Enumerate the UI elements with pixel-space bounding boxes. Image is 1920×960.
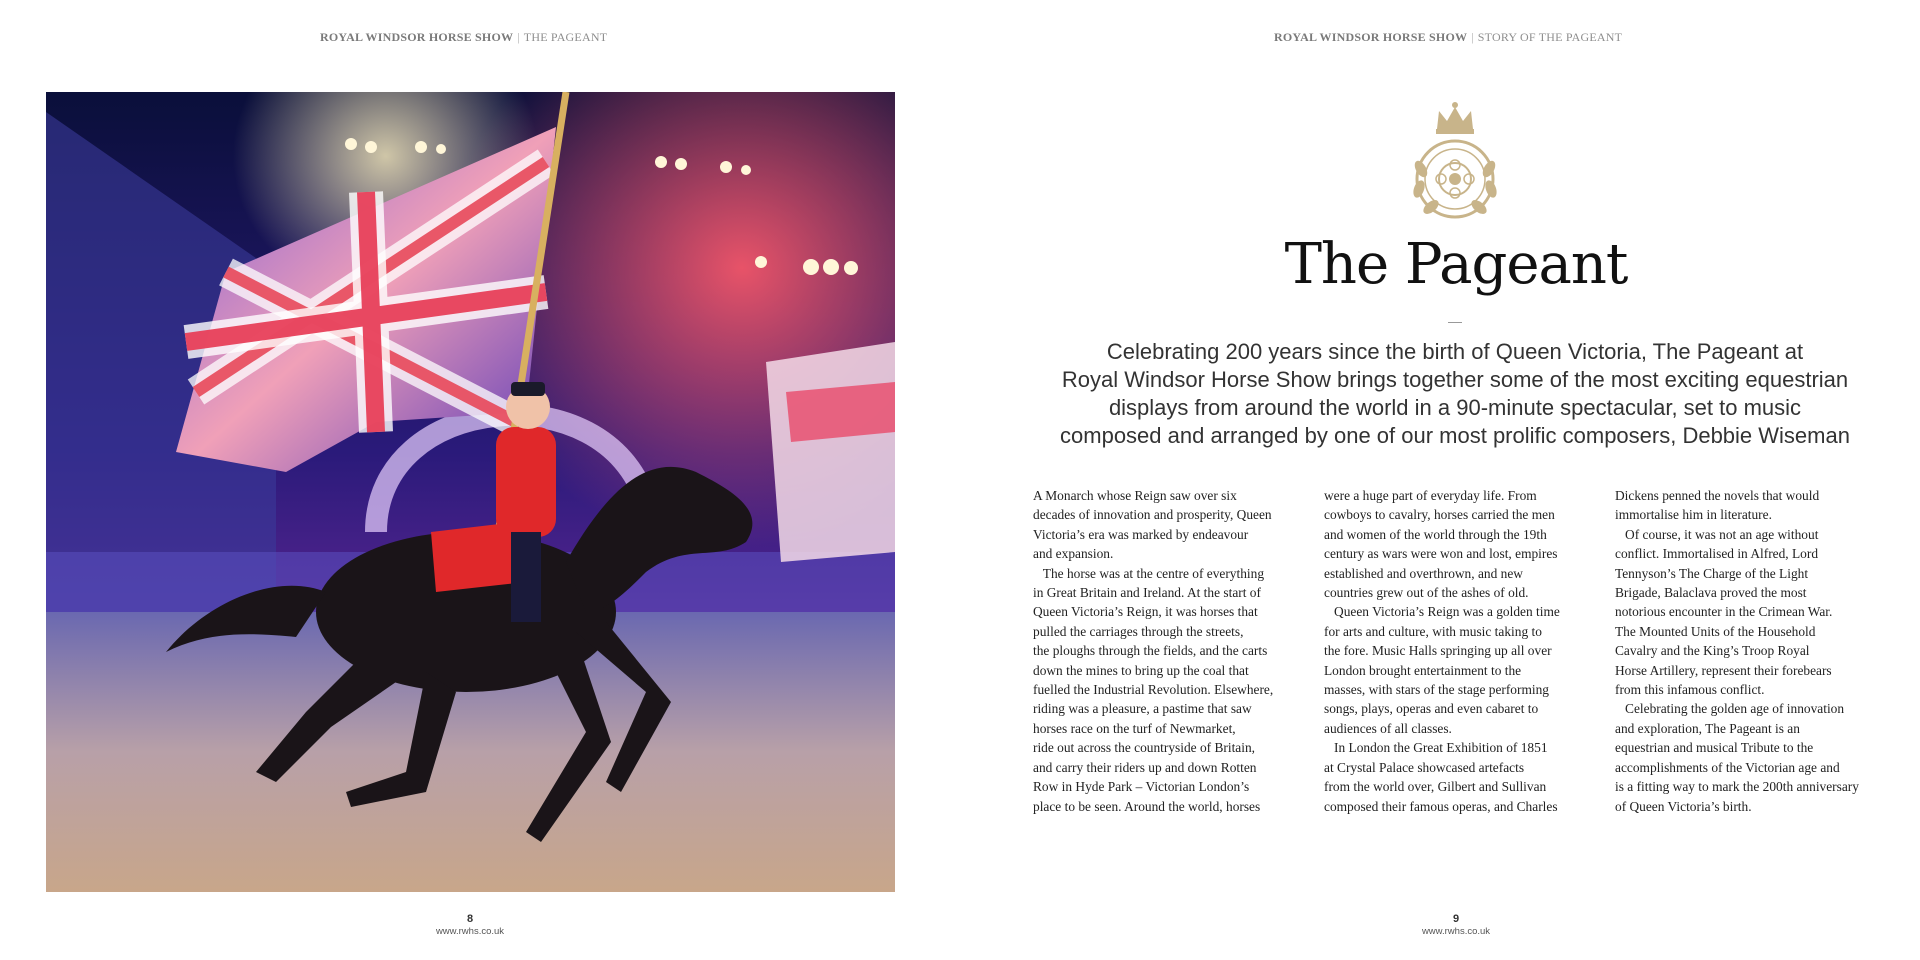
body-line: audiences of all classes. [1324, 720, 1452, 736]
standfirst [1034, 338, 1876, 450]
body-line: horses race on the turf of Newmarket, [1033, 720, 1236, 736]
running-head-right: ROYAL WINDSOR HORSE SHOW | STORY OF THE PAGEANT [1274, 30, 1623, 44]
running-head-section: THE PAGEANT [523, 30, 608, 44]
body-line: The Mounted Units of the Household [1615, 623, 1816, 639]
body-line: Celebrating the golden age of innovation [1615, 701, 1845, 717]
body-line: of Queen Victoria’s birth. [1615, 798, 1752, 814]
body-line: century as wars were won and lost, empires [1324, 546, 1558, 562]
body-line: London brought entertainment to the [1324, 662, 1522, 678]
body-line: fuelled the Industrial Revolution. Elsewhere, [1033, 682, 1274, 698]
running-head-left: ROYAL WINDSOR HORSE SHOW | THE PAGEANT [320, 30, 608, 44]
standfirst-line: displays from around the world in a 90-minute spectacular, set to music [1108, 395, 1802, 420]
page-number: 9 [1452, 913, 1460, 925]
body-line: riding was a pleasure, a pastime that saw [1033, 701, 1252, 717]
body-line: notorious encounter in the Crimean War. [1615, 604, 1833, 620]
body-line: composed their famous operas, and Charles [1324, 798, 1558, 814]
body-line: The horse was at the centre of everything [1033, 565, 1265, 581]
right-page [960, 0, 1920, 960]
body-line: Dickens penned the novels that would [1615, 488, 1820, 503]
body-column-1 [1033, 486, 1305, 816]
body-line: Queen Victoria’s Reign was a golden time [1324, 604, 1560, 620]
body-line: and expansion. [1033, 546, 1114, 562]
running-head-publication: ROYAL WINDSOR HORSE SHOW [1274, 30, 1468, 44]
body-line: for arts and culture, with music taking to [1324, 623, 1542, 639]
body-line: immortalise him in literature. [1615, 507, 1772, 523]
body-line: songs, plays, operas and even cabaret to [1324, 701, 1539, 717]
body-line: countries grew out of the ashes of old. [1324, 585, 1529, 601]
body-line: A Monarch whose Reign saw over six [1033, 488, 1237, 503]
folio-left [370, 913, 570, 937]
body-line: masses, with stars of the stage performing [1324, 682, 1549, 698]
body-line: accomplishments of the Victorian age and [1615, 759, 1840, 775]
body-line: Horse Artillery, represent their forebears [1615, 662, 1832, 678]
body-line: the fore. Music Halls springing up all over [1324, 643, 1552, 659]
body-line: established and overthrown, and new [1324, 565, 1523, 581]
body-line: ride out across the countryside of Britain, [1033, 740, 1256, 756]
body-line: Cavalry and the King’s Troop Royal [1615, 643, 1810, 659]
body-line: Of course, it was not an age without [1615, 526, 1819, 542]
rider-with-flag-image [46, 92, 895, 892]
body-line: Queen Victoria’s Reign, it was horses that [1033, 604, 1258, 620]
body-line: In London the Great Exhibition of 1851 [1324, 740, 1548, 756]
title-divider [1448, 322, 1462, 323]
hero-photo [46, 92, 895, 892]
website-url[interactable]: www.rwhs.co.uk [435, 926, 505, 937]
body-line: were a huge part of everyday life. From [1324, 488, 1537, 503]
body-line: down the mines to bring up the coal that [1033, 662, 1249, 678]
body-line: and women of the world through the 19th [1324, 526, 1547, 542]
running-head-section: STORY OF THE PAGEANT [1477, 30, 1623, 44]
body-line: Tennyson’s The Charge of the Light [1615, 565, 1809, 581]
body-line: conflict. Immortalised in Alfred, Lord [1615, 546, 1819, 562]
body-line: Brigade, Balaclava proved the most [1615, 585, 1807, 601]
body-column-3 [1615, 486, 1887, 816]
body-line: in Great Britain and Ireland. At the start of [1033, 585, 1261, 601]
body-line: and carry their riders up and down Rotten [1033, 759, 1257, 775]
body-line: and exploration, The Pageant is an [1615, 720, 1800, 736]
website-url[interactable]: www.rwhs.co.uk [1421, 926, 1491, 937]
standfirst-line: composed and arranged by one of our most prolific composers, Debbie Wiseman [1060, 423, 1850, 448]
body-line: pulled the carriages through the streets, [1033, 623, 1244, 639]
royal-crest-icon [1401, 99, 1509, 221]
body-line: Victoria’s era was marked by endeavour [1033, 526, 1249, 542]
body-line: decades of innovation and prosperity, Queen [1033, 507, 1272, 523]
standfirst-line: Celebrating 200 years since the birth of Queen Victoria, The Pageant at [1106, 339, 1804, 364]
page-number: 8 [466, 913, 474, 925]
body-line: cowboys to cavalry, horses carried the men [1324, 507, 1555, 523]
body-line: is a fitting way to mark the 200th anniversary [1615, 779, 1859, 795]
running-head-publication: ROYAL WINDSOR HORSE SHOW [320, 30, 514, 44]
folio-right [1356, 913, 1556, 937]
body-line: the ploughs through the fields, and the carts [1033, 643, 1268, 659]
body-line: from this infamous conflict. [1615, 682, 1765, 698]
page-title: The Pageant [1284, 232, 1628, 297]
body-line: place to be seen. Around the world, horses [1033, 798, 1261, 814]
body-line: from the world over, Gilbert and Sullivan [1324, 779, 1547, 795]
standfirst-line: Royal Windsor Horse Show brings together some of the most exciting equestrian [1061, 367, 1849, 392]
body-line: at Crystal Palace showcased artefacts [1324, 759, 1525, 775]
body-column-2 [1324, 486, 1596, 816]
body-line: Row in Hyde Park – Victorian London’s [1033, 779, 1250, 795]
body-line: equestrian and musical Tribute to the [1615, 740, 1814, 756]
